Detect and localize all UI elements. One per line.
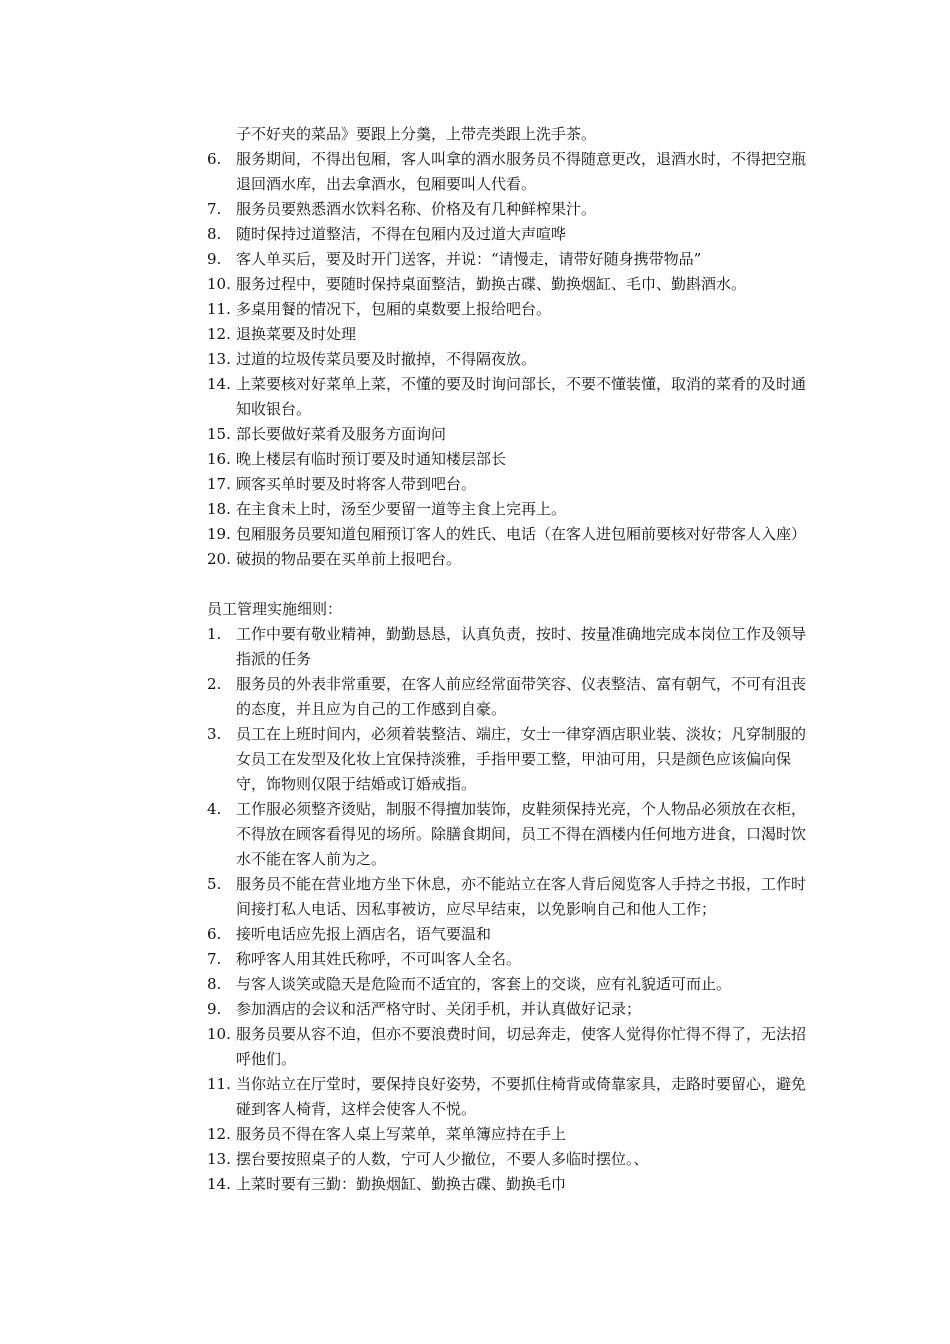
list-item xyxy=(207,522,817,547)
list-item xyxy=(207,1122,817,1147)
item-number: 13. xyxy=(207,1150,231,1168)
list-item xyxy=(207,372,817,422)
item-number: 4. xyxy=(207,800,222,818)
item-text: 客人单买后，要及时开门送客，并说：“请慢走，请带好随身携带物品” xyxy=(236,250,702,268)
list-item xyxy=(207,272,817,297)
document-body xyxy=(207,122,817,1197)
list-item xyxy=(207,1072,817,1122)
item-number: 11. xyxy=(207,1075,231,1093)
list-item xyxy=(207,347,817,372)
list-item xyxy=(207,872,817,922)
item-text: 与客人谈笑或隐天是危险而不适宜的，客套上的交谈，应有礼貌适可而止。 xyxy=(236,975,732,993)
item-text: 参加酒店的会议和活严格守时、关闭手机，并认真做好记录； xyxy=(236,1000,642,1018)
item-text: 服务员要熟悉酒水饮料名称、价格及有几种鲜榨果汁。 xyxy=(236,200,597,218)
item-number: 2. xyxy=(207,675,222,693)
item-number: 18. xyxy=(207,500,231,518)
list-item xyxy=(207,1022,817,1072)
list-item xyxy=(207,1147,817,1172)
list-item xyxy=(207,722,817,797)
item-number: 12. xyxy=(207,325,231,343)
list-item xyxy=(207,922,817,947)
item-number: 6. xyxy=(207,150,222,168)
item-text: 过道的垃圾传菜员要及时撤掉，不得隔夜放。 xyxy=(236,350,537,368)
item-text: 晚上楼层有临时预订要及时通知楼层部长 xyxy=(236,450,507,468)
item-text: 服务员不能在营业地方坐下休息，亦不能站立在客人背后阅览客人手持之书报，工作时间接打私人电话、因私事被访，应尽早结束，以免影响自己和他人工作； xyxy=(236,875,807,918)
item-text: 服务员不得在客人桌上写菜单，菜单簿应持在手上 xyxy=(236,1125,567,1143)
list-item xyxy=(207,1172,817,1197)
list-item xyxy=(207,622,817,672)
item-text: 工作服必须整齐烫贴，制服不得擅加装饰，皮鞋须保持光亮，个人物品必须放在衣柜，不得放在顾客看得见的场所。除膳食期间，员工不得在酒楼内任何地方进食，口渴时饮水不能在客人前为之。 xyxy=(236,800,807,868)
item-text: 上菜时要有三勤：勤换烟缸、勤换古碟、勤换毛巾 xyxy=(236,1175,567,1193)
item-text: 摆台要按照桌子的人数，宁可人少撤位，不要人多临时摆位。、 xyxy=(236,1150,649,1168)
item-number: 6. xyxy=(207,925,222,943)
item-text: 当你站立在厅堂时，要保持良好姿势，不要抓住椅背或倚靠家具，走路时要留心，避免碰到客人椅背，这样会使客人不悦。 xyxy=(236,1075,807,1118)
list-item xyxy=(207,297,817,322)
item-number: 20. xyxy=(207,550,231,568)
item-number: 15. xyxy=(207,425,231,443)
paragraph-gap xyxy=(207,572,817,597)
item-number: 9. xyxy=(207,1000,222,1018)
list-item xyxy=(207,222,817,247)
item-text: 服务员要从容不迫，但亦不要浪费时间，切忌奔走，使客人觉得你忙得不得了，无法招呼他们。 xyxy=(236,1025,807,1068)
item-number: 10. xyxy=(207,275,231,293)
item-text: 退换菜要及时处理 xyxy=(236,325,357,343)
list-item xyxy=(207,147,817,197)
item-number: 7. xyxy=(207,200,222,218)
staff-rules-list xyxy=(207,622,817,1197)
item-number: 17. xyxy=(207,475,231,493)
section-heading: 员工管理实施细则： xyxy=(207,600,343,618)
item-number: 8. xyxy=(207,975,222,993)
item-text: 破损的物品要在买单前上报吧台。 xyxy=(236,550,462,568)
item-number: 16. xyxy=(207,450,231,468)
item-number: 14. xyxy=(207,1175,231,1193)
list-item xyxy=(207,197,817,222)
item-text: 顾客买单时要及时将客人带到吧台。 xyxy=(236,475,477,493)
item-text: 工作中要有敬业精神，勤勤恳恳，认真负责，按时、按量准确地完成本岗位工作及领导指派的任务 xyxy=(236,625,807,668)
item-text: 服务过程中，要随时保持桌面整洁，勤换古碟、勤换烟缸、毛巾、勤斟酒水。 xyxy=(236,275,747,293)
list-item xyxy=(207,672,817,722)
item-text: 部长要做好菜肴及服务方面询问 xyxy=(236,425,447,443)
list-item xyxy=(207,447,817,472)
item-text: 上菜要核对好菜单上菜，不懂的要及时询问部长，不要不懂装懂，取消的菜肴的及时通知收银台。 xyxy=(236,375,807,418)
list-item xyxy=(207,547,817,572)
item-number: 9. xyxy=(207,250,222,268)
list-item xyxy=(207,497,817,522)
item-number: 10. xyxy=(207,1025,231,1043)
continuation-text: 子不好夹的菜品》要跟上分羹，上带壳类跟上洗手茶。 xyxy=(236,125,597,143)
list-item xyxy=(207,422,817,447)
item-number: 13. xyxy=(207,350,231,368)
list-item xyxy=(207,247,817,272)
item-text: 接听电话应先报上酒店名，语气要温和 xyxy=(236,925,492,943)
list-item xyxy=(207,972,817,997)
item-number: 5. xyxy=(207,875,222,893)
item-text: 多桌用餐的情况下，包厢的桌数要上报给吧台。 xyxy=(236,300,552,318)
item-number: 7. xyxy=(207,950,222,968)
item-number: 8. xyxy=(207,225,222,243)
item-number: 19. xyxy=(207,525,231,543)
list-item xyxy=(207,797,817,872)
item-text: 在主食未上时，汤至少要留一道等主食上完再上。 xyxy=(236,500,567,518)
item-text: 随时保持过道整洁，不得在包厢内及过道大声喧哗 xyxy=(236,225,567,243)
item-text: 服务员的外表非常重要，在客人前应经常面带笑容、仪表整洁、富有朝气，不可有沮丧的态度，并且应为自己的工作感到自豪。 xyxy=(236,675,807,718)
list-item xyxy=(207,322,817,347)
item-text: 称呼客人用其姓氏称呼，不可叫客人全名。 xyxy=(236,950,522,968)
list-item xyxy=(207,947,817,972)
item-number: 1. xyxy=(207,625,222,643)
service-rules-list xyxy=(207,147,817,572)
item-number: 3. xyxy=(207,725,222,743)
item-text: 包厢服务员要知道包厢预订客人的姓氏、电话（在客人进包厢前要核对好带客人入座） xyxy=(236,525,807,543)
item-number: 11. xyxy=(207,300,231,318)
item-number: 12. xyxy=(207,1125,231,1143)
item-text: 员工在上班时间内，必须着装整洁、端庄，女士一律穿酒店职业装、淡妆；凡穿制服的女员工在发型及化妆上宜保持淡雅，手指甲要工整，甲油可用，只是颜色应该偏向保守，饰物则仅限于结婚或订婚戒指。 xyxy=(236,725,807,793)
list-item xyxy=(207,472,817,497)
list-item xyxy=(207,997,817,1022)
item-text: 服务期间，不得出包厢，客人叫拿的酒水服务员不得随意更改，退酒水时，不得把空瓶退回酒水库，出去拿酒水，包厢要叫人代看。 xyxy=(236,150,807,193)
item-number: 14. xyxy=(207,375,231,393)
